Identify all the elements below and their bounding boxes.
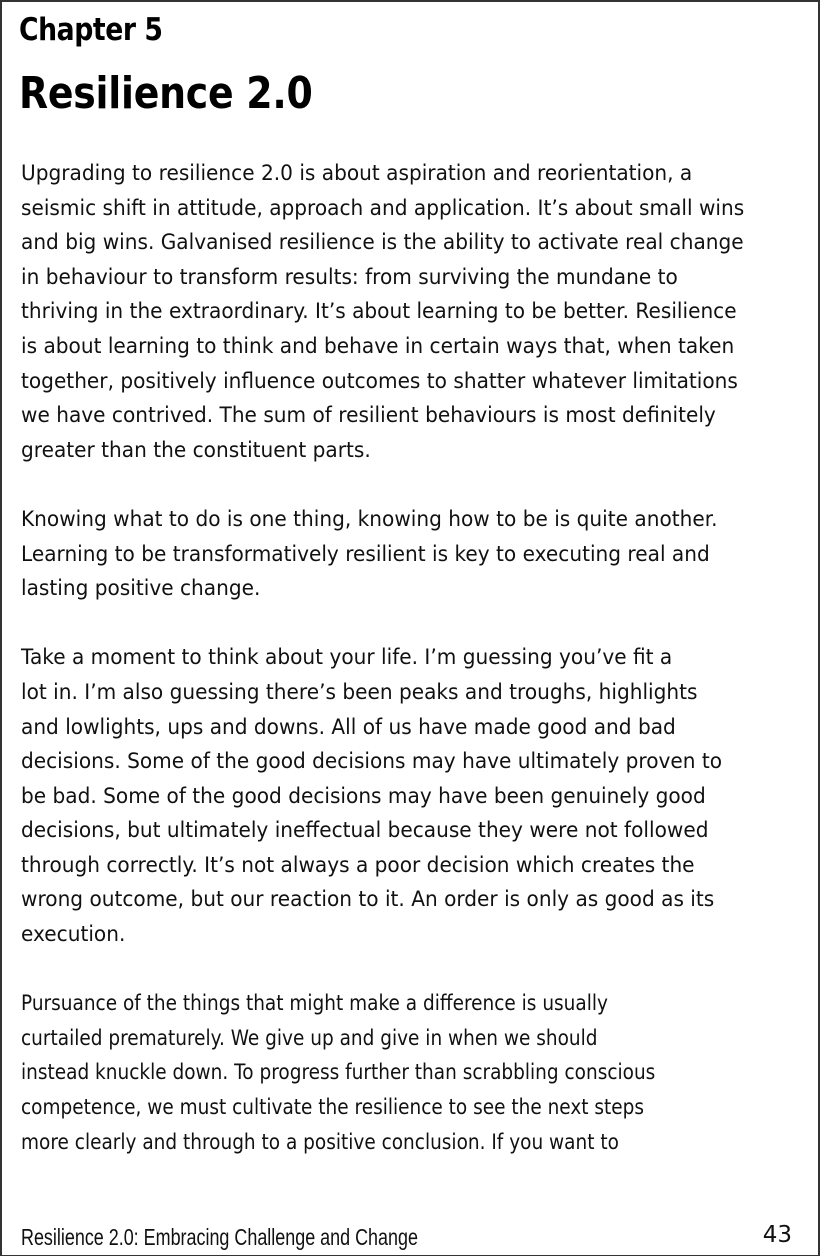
text-line: decisions. Some of the good decisions may have ultimately proven to [21,749,723,775]
text-line: be bad. Some of the good decisions may have been genuinely good [21,783,706,809]
paragraph-3 [21,641,808,952]
chapter-title: Resilience 2.0 [19,68,313,119]
chapter-label: Chapter 5 [19,12,163,48]
text-line: instead knuckle down. To progress further than scrabbling conscious [21,1060,656,1086]
text-line: Learning to be transformatively resilient is key to executing real and [21,541,710,567]
text-line: through correctly. It’s not always a poor decision which creates the [21,852,695,878]
text-line: in behaviour to transform results: from surviving the mundane to [21,264,678,290]
text-line: lasting positive change. [21,576,261,602]
text-line: Upgrading to resilience 2.0 is about aspiration and reorientation, a [21,161,693,186]
text-line: and big wins. Galvanised resilience is the ability to activate real change [21,230,744,256]
text-line: wrong outcome, but our reaction to it. An order is only as good as its [21,887,715,913]
text-line: curtailed prematurely. We give up and give in when we should [21,1025,598,1051]
text-line: Take a moment to think about your life. I’m guessing you’ve fit a [21,645,673,671]
text-line: lot in. I’m also guessing there’s been peaks and troughs, highlights [21,679,698,705]
text-line: thriving in the extraordinary. It’s about learning to be better. Resilience [21,299,737,325]
text-line: competence, we must cultivate the resilience to see the next steps [21,1095,645,1121]
text-line: more clearly and through to a positive conclusion. If you want to [21,1129,619,1155]
text-line: together, positively influence outcomes to shatter whatever limitations [21,368,738,394]
paragraph-1 [21,157,808,468]
text-line: greater than the constituent parts. [21,437,371,463]
text-line: seismic shift in attitude, approach and application. It’s about small wins [21,195,745,221]
text-line: Knowing what to do is one thing, knowing how to be is quite another. [21,506,718,532]
text-line: we have contrived. The sum of resilient behaviours is most definitely [21,403,716,429]
text-line: Pursuance of the things that might make a difference is usually [21,991,608,1017]
text-line: execution. [21,922,126,948]
page-number: 43 [762,1222,792,1248]
running-footer-title: Resilience 2.0: Embracing Challenge and Change [21,1224,418,1250]
text-line: and lowlights, ups and downs. All of us have made good and bad [21,714,676,740]
body-text [21,157,808,1195]
paragraph-4 [21,987,808,1160]
text-line: is about learning to think and behave in certain ways that, when taken [21,333,735,359]
paragraph-2 [21,503,808,607]
text-line: decisions, but ultimately ineffectual because they were not followed [21,818,709,844]
